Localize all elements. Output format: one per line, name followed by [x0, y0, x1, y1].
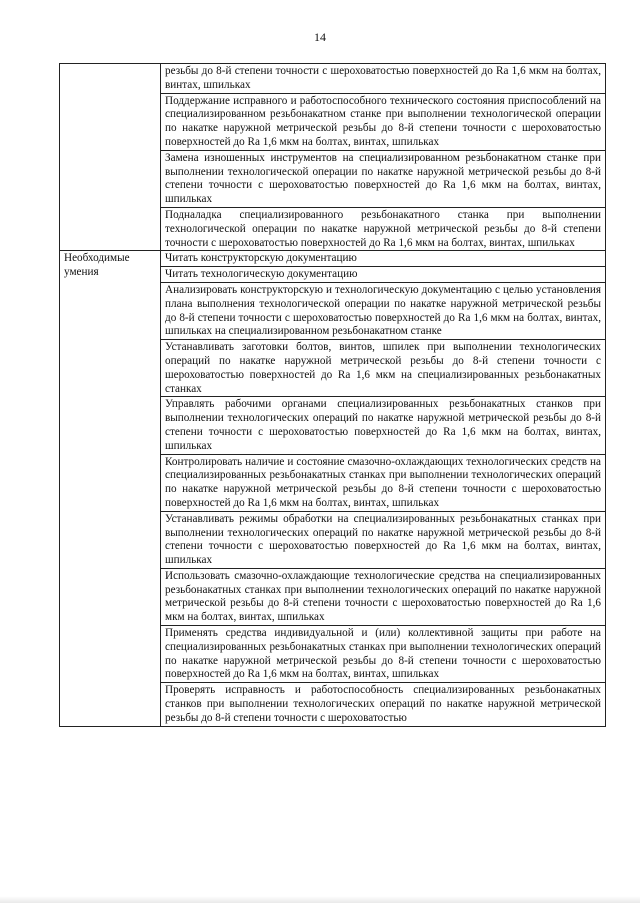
table-cell: Устанавливать режимы обработки на специализированных резьбонакатных станках при выполнении технологических операций по накатке наружной метрической резьбы до 8-й степени точности с шероховатостью поверхностей до Ra 1,6 мкм на болтах, винтах, шпильках	[161, 511, 606, 568]
table-cell: Замена изношенных инструментов на специализированном резьбонакатном станке при выполнении технологической операции по накатке наружной метрической резьбы до 8-й степени точности с шероховатостью поверхностей до Ra 1,6 мкм на болтах, винтах, шпильках	[161, 150, 606, 207]
page-number: 14	[314, 30, 326, 44]
table-cell: резьбы до 8-й степени точности с шероховатостью поверхностей до Ra 1,6 мкм на болтах, винтах, шпильках	[161, 64, 606, 94]
table-cell: Контролировать наличие и состояние смазочно-охлаждающих технологических средств на специализированных резьбонакатных станках при выполнении технологических операций по накатке наружной метрической резьбы до 8-й степени точности с шероховатостью поверхностей до Ra 1,6 мкм на болтах, винтах, шпильках	[161, 454, 606, 511]
group-label-cell	[60, 64, 161, 251]
table-cell: Применять средства индивидуальной и (или) коллективной защиты при работе на специализированных резьбонакатных станках при выполнении технологических операций по накатке наружной метрической резьбы до 8-й степени точности с шероховатостью поверхностей до Ra 1,6 мкм на болтах, винтах, шпильках	[161, 626, 606, 683]
table-cell: Читать технологическую документацию	[161, 267, 606, 283]
competency-table	[59, 63, 606, 727]
table-cell: Подналадка специализированного резьбонакатного станка при выполнении технологической операции по накатке наружной метрической резьбы до 8-й степени точности с шероховатостью поверхностей до Ra 1,6 мкм на болтах, винтах, шпильках	[161, 207, 606, 250]
table-cell: Проверять исправность и работоспособность специализированных резьбонакатных станков при выполнении технологических операций по накатке наружной метрической резьбы до 8-й степени точности с шероховатостью	[161, 683, 606, 726]
table-cell: Использовать смазочно-охлаждающие технологические средства на специализированных резьбонакатных станках при выполнении технологических операций по накатке наружной метрической резьбы до 8-й степени точности с шероховатостью поверхностей до Ra 1,6 мкм на болтах, винтах, шпильках	[161, 568, 606, 625]
table-cell: Управлять рабочими органами специализированных резьбонакатных станков при выполнении технологических операций по накатке наружной метрической резьбы до 8-й степени точности с шероховатостью поверхностей до Ra 1,6 мкм на болтах, винтах, шпильках	[161, 397, 606, 454]
table-row	[60, 64, 606, 94]
table-cell: Устанавливать заготовки болтов, винтов, шпилек при выполнении технологических операций по накатке наружной метрической резьбы до 8-й степени точности с шероховатостью поверхностей до Ra 1,6 мкм на специализированных резьбонакатных станках	[161, 340, 606, 397]
group-label-skills: Необходимые умения	[60, 251, 161, 726]
table-cell: Анализировать конструкторскую и технологическую документацию с целью установления плана выполнения технологической операции по накатке наружной метрической резьбы до 8-й степени точности с шероховатостью поверхностей до Ra 1,6 мкм на болтах, винтах, шпильках на специализированном резьбонакатном станке	[161, 282, 606, 339]
table-row	[60, 251, 606, 267]
table-cell: Читать конструкторскую документацию	[161, 251, 606, 267]
scan-bottom-edge	[0, 896, 640, 903]
table-cell: Поддержание исправного и работоспособного технического состояния приспособлений на специализированном резьбонакатном станке при выполнении технологической операции по накатке наружной метрической резьбы до 8-й степени точности с шероховатостью поверхностей до Ra 1,6 мкм на болтах, винтах, шпильках	[161, 93, 606, 150]
